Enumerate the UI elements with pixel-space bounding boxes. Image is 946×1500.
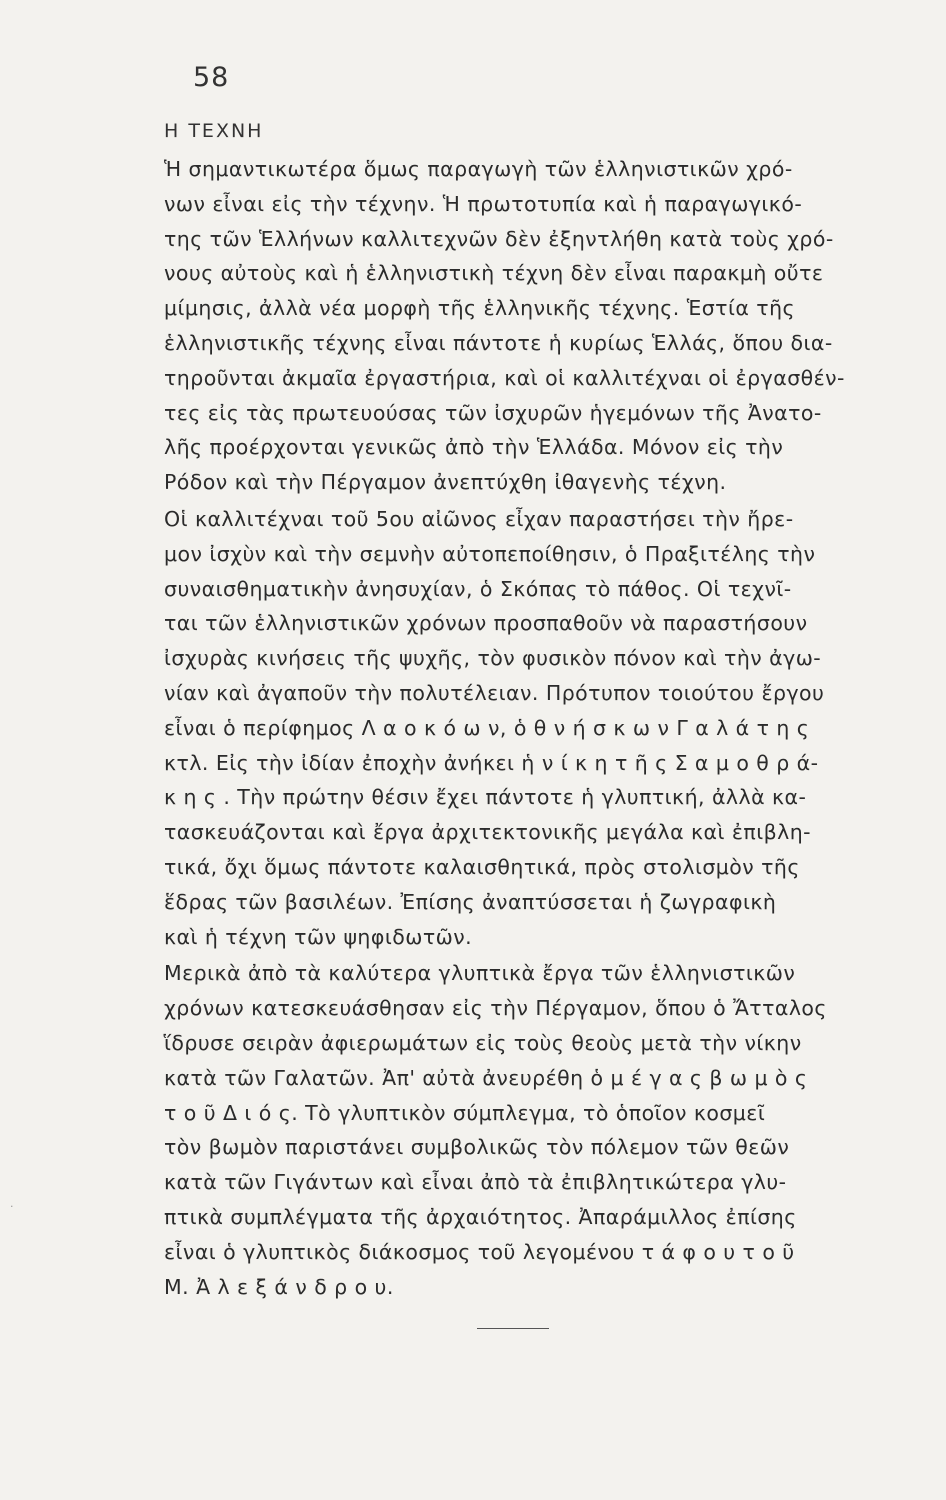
- text-line: μον ἰσχὺν καὶ τὴν σεμνὴν αὐτοπεποίθησιν, ὁ Πραξιτέλης τὴν: [164, 541, 816, 566]
- text-line: ἑλληνιστικῆς τέχνης εἶναι πάντοτε ἡ κυρίως Ἑλλάς, ὅπου δια-: [164, 330, 833, 355]
- body-text: [164, 152, 904, 1304]
- page-number: 58: [193, 62, 230, 93]
- end-rule: [477, 1328, 549, 1329]
- text-line: τικά, ὄχι ὅμως πάντοτε καλαισθητικά, πρὸς στολισμὸν τῆς: [164, 854, 800, 879]
- text-line: τ ο ῦ Δ ι ό ς. Τὸ γλυπτικὸν σύμπλεγμα, τὸ ὁποῖον κοσμεῖ: [164, 1100, 766, 1125]
- text-line: τες εἰς τὰς πρωτευούσας τῶν ἰσχυρῶν ἡγεμόνων τῆς Ἀνατο-: [164, 400, 822, 425]
- text-line: ἕδρας τῶν βασιλέων. Ἐπίσης ἀναπτύσσεται ἡ ζωγραφικὴ: [164, 889, 777, 914]
- text-line: ἰσχυρὰς κινήσεις τῆς ψυχῆς, τὸν φυσικὸν πόνον καὶ τὴν ἀγω-: [164, 646, 822, 671]
- text-line: τηροῦνται ἀκμαῖα ἐργαστήρια, καὶ οἱ καλλιτέχναι οἱ ἐργασθέν-: [164, 365, 845, 390]
- text-line: νους αὐτοὺς καὶ ἡ ἑλληνιστικὴ τέχνη δὲν εἶναι παρακμὴ οὔτε: [164, 261, 824, 286]
- text-line: ἵδρυσε σειρὰν ἀφιερωμάτων εἰς τοὺς θεοὺς μετὰ τὴν νίκην: [164, 1030, 802, 1055]
- text-line: κατὰ τῶν Γιγάντων καὶ εἶναι ἀπὸ τὰ ἐπιβλητικώτερα γλυ-: [164, 1170, 787, 1195]
- paragraph-2: [164, 502, 904, 954]
- text-line: τασκευάζονται καὶ ἔργα ἀρχιτεκτονικῆς μεγάλα καὶ ἐπιβλη-: [164, 820, 811, 845]
- text-line: Ρόδον καὶ τὴν Πέργαμον ἀνεπτύχθη ἰθαγενὴς τέχνη.: [164, 470, 727, 495]
- text-line: Ἡ σημαντικωτέρα ὅμως παραγωγὴ τῶν ἑλληνιστικῶν χρό-: [164, 157, 793, 181]
- text-line: Μ. Ἀ λ ε ξ ά ν δ ρ ο υ.: [164, 1274, 394, 1299]
- text-line: τὸν βωμὸν παριστάνει συμβολικῶς τὸν πόλεμον τῶν θεῶν: [164, 1135, 790, 1160]
- text-line: Οἱ καλλιτέχναι τοῦ 5ου αἰῶνος εἶχαν παραστήσει τὴν ἤρε-: [164, 506, 794, 531]
- text-line: χρόνων κατεσκευάσθησαν εἰς τὴν Πέργαμον, ὅπου ὁ Ἄτταλος: [164, 996, 827, 1021]
- text-line: λῆς προέρχονται γενικῶς ἀπὸ τὴν Ἑλλάδα. Μόνον εἰς τὴν: [164, 435, 784, 460]
- running-head: Η ΤΕΧΝΗ: [164, 120, 264, 142]
- text-line: Μερικὰ ἀπὸ τὰ καλύτερα γλυπτικὰ ἔργα τῶν ἑλληνιστικῶν: [164, 961, 796, 986]
- paragraph-1: [164, 152, 904, 500]
- text-line: εἶναι ὁ γλυπτικὸς διάκοσμος τοῦ λεγομένου τ ά φ ο υ τ ο ῦ: [164, 1239, 795, 1264]
- margin-speck: ·: [10, 1200, 14, 1213]
- text-line: κατὰ τῶν Γαλατῶν. Ἀπ' αὐτὰ ἀνευρέθη ὁ μ έ γ α ς β ω μ ὸ ς: [164, 1065, 808, 1090]
- text-line: κτλ. Εἰς τὴν ἰδίαν ἐποχὴν ἀνήκει ἡ ν ί κ η τ ῆ ς Σ α μ ο θ ρ ά-: [164, 750, 819, 775]
- text-line: της τῶν Ἑλλήνων καλλιτεχνῶν δὲν ἐξηντλήθη κατὰ τοὺς χρό-: [164, 226, 834, 251]
- text-line: νων εἶναι εἰς τὴν τέχνην. Ἡ πρωτοτυπία καὶ ἡ παραγωγικό-: [164, 191, 803, 216]
- text-line: μίμησις, ἀλλὰ νέα μορφὴ τῆς ἑλληνικῆς τέχνης. Ἑστία τῆς: [164, 296, 796, 321]
- text-line: κ η ς . Τὴν πρώτην θέσιν ἔχει πάντοτε ἡ γλυπτική, ἀλλὰ κα-: [164, 785, 807, 810]
- text-line: καὶ ἡ τέχνη τῶν ψηφιδωτῶν.: [164, 924, 473, 949]
- text-line: συναισθηματικὴν ἀνησυχίαν, ὁ Σκόπας τὸ πάθος. Οἱ τεχνῖ-: [164, 576, 792, 601]
- text-line: εἶναι ὁ περίφημος Λ α ο κ ό ω ν, ὁ θ ν ή σ κ ω ν Γ α λ ά τ η ς: [164, 715, 810, 740]
- text-line: ται τῶν ἑλληνιστικῶν χρόνων προσπαθοῦν νὰ παραστήσουν: [164, 611, 808, 636]
- text-line: νίαν καὶ ἀγαποῦν τὴν πολυτέλειαν. Πρότυπον τοιούτου ἔργου: [164, 680, 825, 705]
- paragraph-3: [164, 956, 904, 1304]
- text-line: πτικὰ συμπλέγματα τῆς ἀρχαιότητος. Ἀπαράμιλλος ἐπίσης: [164, 1204, 797, 1229]
